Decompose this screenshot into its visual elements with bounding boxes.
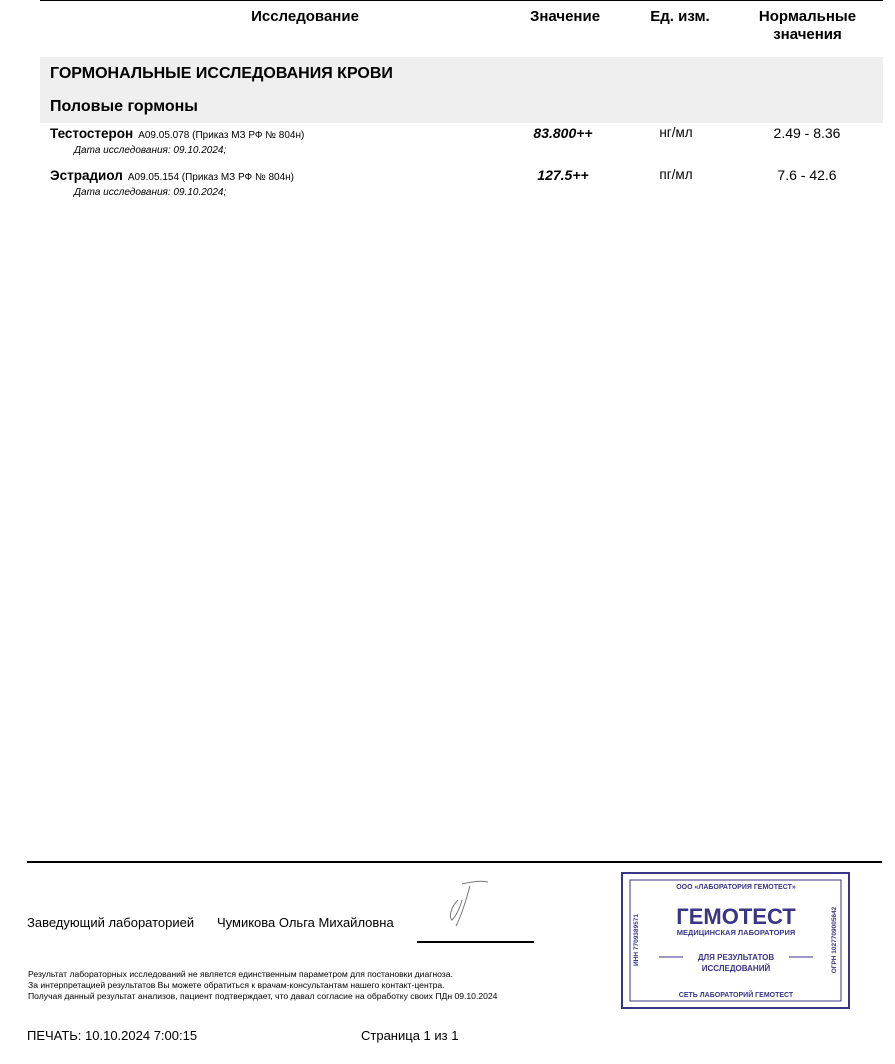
svg-text:ОГРН 1027709005642: ОГРН 1027709005642 xyxy=(831,906,838,974)
signature-image xyxy=(440,876,500,936)
note-line-3: Получая данный результат анализов, пациент подтверждает, что давал согласие на обработку своих ПДн 09.10.2024 xyxy=(28,991,498,1001)
note-line-1: Результат лабораторных исследований не является единственным параметром для постановки диагноза. xyxy=(28,969,453,979)
header-norm-line2: значения xyxy=(773,26,842,43)
svg-text:ИНН 7709389571: ИНН 7709389571 xyxy=(633,913,640,967)
lab-stamp-image xyxy=(621,872,850,1009)
header-value: Значение xyxy=(529,8,601,25)
row-unit: нг/мл xyxy=(659,125,693,140)
footer-rule xyxy=(27,861,882,863)
result-row-estradiol xyxy=(50,167,294,185)
svg-text:ДЛЯ РЕЗУЛЬТАТОВ: ДЛЯ РЕЗУЛЬТАТОВ xyxy=(697,953,775,962)
row-name: Тестостерон xyxy=(50,126,134,141)
note-line-2: За интерпретацией результатов Вы можете обратиться к врачам-консультантам нашего контакт-центра. xyxy=(28,980,445,990)
row-range: 2.49 - 8.36 xyxy=(773,125,841,141)
row-code: A09.05.154 (Приказ МЗ РФ № 804н) xyxy=(127,172,294,183)
group-title: Половые гормоны xyxy=(50,98,198,115)
result-row-testosterone xyxy=(50,125,304,143)
header-top-rule xyxy=(40,0,883,1)
print-timestamp: ПЕЧАТЬ: 10.10.2024 7:00:15 xyxy=(27,1028,198,1043)
signature-line xyxy=(417,941,534,943)
svg-text:ИССЛЕДОВАНИЙ: ИССЛЕДОВАНИЙ xyxy=(701,964,771,973)
svg-text:ГЕМОТЕСТ: ГЕМОТЕСТ xyxy=(676,904,796,929)
signer-name: Чумикова Ольга Михайловна xyxy=(217,915,394,930)
svg-text:СЕТЬ ЛАБОРАТОРИЙ ГЕМОТЕСТ: СЕТЬ ЛАБОРАТОРИЙ ГЕМОТЕСТ xyxy=(678,992,794,999)
disclaimer-note xyxy=(28,969,497,1002)
section-title: ГОРМОНАЛЬНЫЕ ИССЛЕДОВАНИЯ КРОВИ xyxy=(50,65,393,82)
signer-position: Заведующий лабораторией xyxy=(27,915,195,930)
row-value: 83.800++ xyxy=(533,125,593,141)
row-range: 7.6 - 42.6 xyxy=(777,167,837,183)
svg-text:МЕДИЦИНСКАЯ ЛАБОРАТОРИЯ: МЕДИЦИНСКАЯ ЛАБОРАТОРИЯ xyxy=(676,928,796,937)
header-norm-line1: Нормальные xyxy=(758,8,857,25)
row-date: Дата исследования: 09.10.2024; xyxy=(74,187,227,198)
row-date: Дата исследования: 09.10.2024; xyxy=(74,145,227,156)
row-code: A09.05.078 (Приказ МЗ РФ № 804н) xyxy=(138,130,305,141)
svg-text:ООО «ЛАБОРАТОРИЯ ГЕМОТЕСТ»: ООО «ЛАБОРАТОРИЯ ГЕМОТЕСТ» xyxy=(676,884,796,891)
row-value: 127.5++ xyxy=(537,167,589,183)
page-number: Страница 1 из 1 xyxy=(361,1028,459,1043)
header-norm xyxy=(740,8,875,44)
header-unit: Ед. изм. xyxy=(650,8,710,25)
header-study: Исследование xyxy=(251,8,359,25)
row-unit: пг/мл xyxy=(659,167,693,182)
row-name: Эстрадиол xyxy=(50,168,123,183)
